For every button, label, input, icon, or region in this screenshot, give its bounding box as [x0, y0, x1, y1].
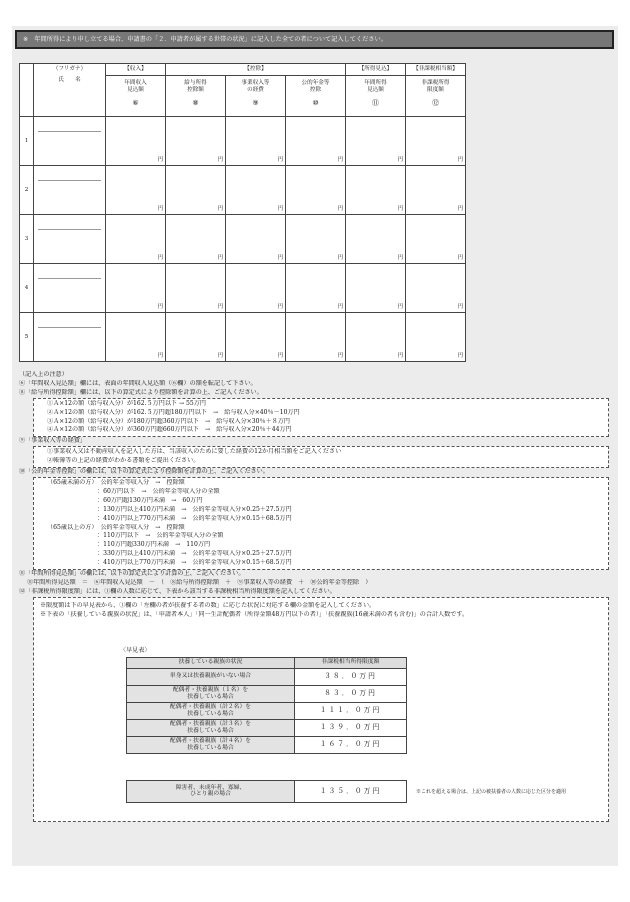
dependents-header: 扶養している親族の状況 — [127, 657, 295, 668]
name-field[interactable] — [34, 166, 106, 215]
amount-field[interactable] — [406, 215, 466, 264]
name-field[interactable] — [34, 117, 106, 166]
column-header — [286, 76, 346, 117]
amount-field[interactable] — [286, 313, 346, 362]
special-case-amount: １３５．０万円 — [295, 780, 407, 802]
note-8-item: ④Ａ×12の額（給与収入分）が360万円超660万円以下 → 給与収入分×20％＋44万円 — [47, 426, 292, 434]
deduction-group-header: 【控除】 — [166, 64, 346, 76]
note-9-item: ②帳簿等の上記の経費がわかる書類をご提出ください。 — [47, 457, 200, 465]
column-mark: ⑧ — [192, 98, 199, 107]
quick-reference-row — [127, 719, 407, 736]
quick-reference-label: 〈早見表〉 — [120, 646, 151, 654]
special-case-condition: 障害者、未成年者、寡婦、 ひとり親の場合 — [127, 780, 295, 802]
note-10-item: （65歳未満の方） 公的年金等収入分 → 控除額 — [47, 478, 185, 486]
column-label: 公的年金等 控除 — [301, 80, 330, 93]
note-10-item: ：130万円以上410万円未満 → 公的年金等収入分×0.25＋27.5万円 — [97, 505, 292, 513]
note-10: ⑩「公的年金等控除」の欄には、以下の算定式により控除額を計算の上、ご記入ください。 — [19, 468, 269, 476]
amount-field[interactable] — [106, 313, 166, 362]
limit-amount: １６７．０万円 — [295, 736, 407, 753]
note-8-item: ①Ａ×12の額（給与収入分）が162.５万円以下 → 55万円 — [47, 399, 206, 407]
yen-unit: 円 — [217, 206, 223, 213]
yen-unit: 円 — [397, 255, 403, 262]
row-number-header — [20, 64, 34, 117]
note-8: ⑧「給与所得控除額」欄には、以下の算定式により控除額を計算の上、ご記入ください。 — [19, 388, 263, 396]
limit-amount: ３８．０万円 — [295, 668, 407, 685]
column-mark: ⑪ — [372, 98, 379, 107]
yen-unit: 円 — [397, 206, 403, 213]
kana-header: （フリガナ） — [52, 66, 87, 72]
amount-field[interactable] — [226, 215, 286, 264]
amount-field[interactable] — [166, 215, 226, 264]
name-field[interactable] — [34, 264, 106, 313]
yen-unit: 円 — [157, 304, 163, 311]
yen-unit: 円 — [277, 304, 283, 311]
note-12-box — [33, 597, 609, 822]
dependents-condition: 配偶者・扶養親族（計２名）を 扶養している場合 — [127, 702, 295, 719]
column-header — [346, 76, 406, 117]
amount-field[interactable] — [346, 264, 406, 313]
column-label: 非課税所得 限度額 — [421, 80, 450, 93]
kana-divider — [38, 229, 101, 230]
note-12-line-2: ※下表の「扶養している親族の状況」は、「申請者本人」「同一生計配偶者（所得金額48万円以下の者）」「扶養親族(16歳未満の者も含む)」の合計人数です。 — [40, 610, 469, 618]
amount-field[interactable] — [106, 264, 166, 313]
amount-field[interactable] — [286, 166, 346, 215]
note-10-item: ：110万円超330万円未満 → 110万円 — [97, 541, 211, 549]
yen-unit: 円 — [157, 206, 163, 213]
yen-unit: 円 — [217, 304, 223, 311]
instruction-banner: ※ 年間所得により申し立てる場合、申請書の「２．申請者が属する世帯の状況」に記入した全ての者について記入してください。 — [15, 30, 614, 49]
yen-unit: 円 — [457, 304, 463, 311]
limit-amount: １３９．０万円 — [295, 719, 407, 736]
note-8-item: ②Ａ×12の額（給与収入分）が162.５万円超180万円以下 → 給与収入分×40％－10万円 — [47, 408, 300, 416]
quick-reference-body — [127, 668, 407, 753]
yen-unit: 円 — [337, 255, 343, 262]
row-number: 5 — [20, 313, 34, 362]
note-9: ⑨「事業収入等の経費」 — [19, 437, 87, 445]
column-mark: ⑨ — [252, 98, 259, 107]
amount-field[interactable] — [406, 166, 466, 215]
notes-section — [19, 371, 615, 822]
amount-field[interactable] — [286, 215, 346, 264]
table-row — [20, 313, 466, 362]
dependents-condition: 単身又は扶養親族がいない場合 — [127, 668, 295, 685]
quick-reference-row — [127, 702, 407, 719]
note-8-item: ③Ａ×12の額（給与収入分）が180万円超360万円以下 → 給与収入分×30％＋８万円 — [47, 417, 290, 425]
yen-unit: 円 — [277, 206, 283, 213]
note-10-item: ：60万円以下 → 公的年金等収入分の全額 — [97, 487, 220, 495]
exceed-note: ※これを超える場合は、上記の被扶養者の人数に応じた区分を適用 — [416, 788, 567, 795]
column-header — [106, 76, 166, 117]
dependents-condition: 配偶者・扶養親族（１名）を 扶養している場合 — [127, 685, 295, 702]
column-header — [166, 76, 226, 117]
table-row — [20, 215, 466, 264]
yen-unit: 円 — [397, 157, 403, 164]
yen-unit: 円 — [277, 157, 283, 164]
amount-field[interactable] — [106, 215, 166, 264]
table-row — [20, 117, 466, 166]
row-number: 2 — [20, 166, 34, 215]
yen-unit: 円 — [157, 353, 163, 360]
table-row — [20, 264, 466, 313]
yen-unit: 円 — [457, 206, 463, 213]
quick-reference-header-row — [127, 657, 407, 668]
amount-field[interactable] — [286, 117, 346, 166]
amount-field[interactable] — [166, 117, 226, 166]
amount-field[interactable] — [226, 117, 286, 166]
income2-group-header: 【所得見込】 — [346, 64, 406, 76]
note-10-item: （65歳以上の方） 公的年金等収入分 → 控除額 — [47, 523, 185, 531]
dependents-condition: 配偶者・扶養親族（計３名）を 扶養している場合 — [127, 719, 295, 736]
note-10-item: ：410万円以上770万円未満 → 公的年金等収入分×0.15＋68.5万円 — [97, 514, 292, 522]
yen-unit: 円 — [397, 353, 403, 360]
income-group-header: 【収入】 — [106, 64, 166, 76]
name-header — [34, 64, 106, 117]
note-12-line-1: ※限度額は下の早見表から、①欄の「左欄の者が扶養する者の数」に応じた状況に対応する欄の金額を記入してください。 — [40, 601, 376, 609]
income-table — [19, 63, 466, 362]
note-12: ⑫「非課税所得限度額」には、①欄の人数に応じて、下表から該当する非課税相当所得限度額を記入してください。 — [19, 587, 336, 595]
group-header-row — [20, 64, 466, 76]
quick-reference-table — [126, 657, 407, 754]
notes-title: （記入上の注意） — [19, 371, 68, 378]
yen-unit: 円 — [337, 206, 343, 213]
yen-unit: 円 — [337, 353, 343, 360]
note-11-formula: ⑪年間所得見込額 ＝ ⑥年間収入見込額 － （ ⑧給与所得控除額 ＋ ⑨事業収入等の経費 ＋ ⑩公的年金等控除 ） — [27, 578, 372, 586]
row-number: 4 — [20, 264, 34, 313]
special-case-row — [127, 780, 407, 802]
yen-unit: 円 — [217, 255, 223, 262]
note-10-box — [33, 477, 609, 570]
yen-unit: 円 — [457, 353, 463, 360]
amount-field[interactable] — [166, 264, 226, 313]
amount-field[interactable] — [106, 166, 166, 215]
kana-divider — [38, 278, 101, 279]
yen-unit: 円 — [277, 255, 283, 262]
limit-group-header: 【非課税相当額】 — [406, 64, 466, 76]
amount-field[interactable] — [226, 264, 286, 313]
yen-unit: 円 — [397, 304, 403, 311]
limit-amount: １１１．０万円 — [295, 702, 407, 719]
name-field[interactable] — [34, 313, 106, 362]
row-number: 1 — [20, 117, 34, 166]
amount-field[interactable] — [346, 166, 406, 215]
amount-field[interactable] — [406, 264, 466, 313]
name-header-label: 氏 名 — [58, 77, 81, 83]
yen-unit: 円 — [217, 157, 223, 164]
yen-unit: 円 — [457, 255, 463, 262]
limit-amount: ８３．０万円 — [295, 685, 407, 702]
yen-unit: 円 — [217, 353, 223, 360]
column-label: 年間収入 見込額 — [124, 80, 147, 93]
column-mark: ⑥ — [132, 98, 139, 107]
amount-field[interactable] — [166, 313, 226, 362]
note-9-item: ①事業収入又は不動産収入を記入した方は、当該収入のために要した経費の12か月相当額をご記入ください — [47, 448, 342, 456]
kana-divider — [38, 180, 101, 181]
limit-amount-header: 非課税相当所得限度額 — [295, 657, 407, 668]
note-10-item: ：60万円超130万円未満 → 60万円 — [97, 496, 203, 504]
yen-unit: 円 — [457, 157, 463, 164]
amount-field[interactable] — [286, 264, 346, 313]
amount-field[interactable] — [346, 313, 406, 362]
yen-unit: 円 — [337, 304, 343, 311]
yen-unit: 円 — [277, 353, 283, 360]
note-6: ⑥「年間収入見込額」欄には、表面の年間収入見込額（⑥欄）の額を転記して下さい。 — [19, 379, 257, 387]
column-mark: ⑫ — [432, 98, 439, 107]
amount-field[interactable] — [226, 166, 286, 215]
amount-field[interactable] — [226, 313, 286, 362]
amount-field[interactable] — [346, 117, 406, 166]
quick-reference-row — [127, 668, 407, 685]
yen-unit: 円 — [337, 157, 343, 164]
table-body — [20, 117, 466, 362]
column-label: 給与所得 控除額 — [184, 80, 207, 93]
note-10-item: ：330万円以上410万円未満 → 公的年金等収入分×0.25＋27.5万円 — [97, 550, 292, 558]
column-label: 事業収入等 の経費 — [241, 80, 270, 93]
table-row — [20, 166, 466, 215]
note-10-item: ：410万円以上770万円未満 → 公的年金等収入分×0.15＋68.5万円 — [97, 559, 292, 567]
quick-reference-row — [127, 736, 407, 753]
column-header — [226, 76, 286, 117]
amount-field[interactable] — [406, 117, 466, 166]
row-number: 3 — [20, 215, 34, 264]
amount-field[interactable] — [346, 215, 406, 264]
kana-divider — [38, 327, 101, 328]
amount-field[interactable] — [166, 166, 226, 215]
amount-field[interactable] — [406, 313, 466, 362]
column-mark: ⑩ — [312, 98, 319, 107]
note-11: ⑪「年間所得見込額」の欄には、以下の算定式により計算の上、ご記入ください。 — [19, 570, 245, 578]
note-8-box — [33, 398, 609, 438]
column-header — [406, 76, 466, 117]
note-9-box — [33, 446, 609, 468]
quick-reference-row — [127, 685, 407, 702]
dependents-condition: 配偶者・扶養親族（計４名）を 扶養している場合 — [127, 736, 295, 753]
yen-unit: 円 — [157, 157, 163, 164]
kana-divider — [38, 131, 101, 132]
name-field[interactable] — [34, 215, 106, 264]
yen-unit: 円 — [157, 255, 163, 262]
column-label: 年間所得 見込額 — [364, 80, 387, 93]
special-case-table — [126, 780, 407, 803]
note-10-item: ：110万円以下 → 公的年金等収入分の全額 — [97, 532, 224, 540]
amount-field[interactable] — [106, 117, 166, 166]
